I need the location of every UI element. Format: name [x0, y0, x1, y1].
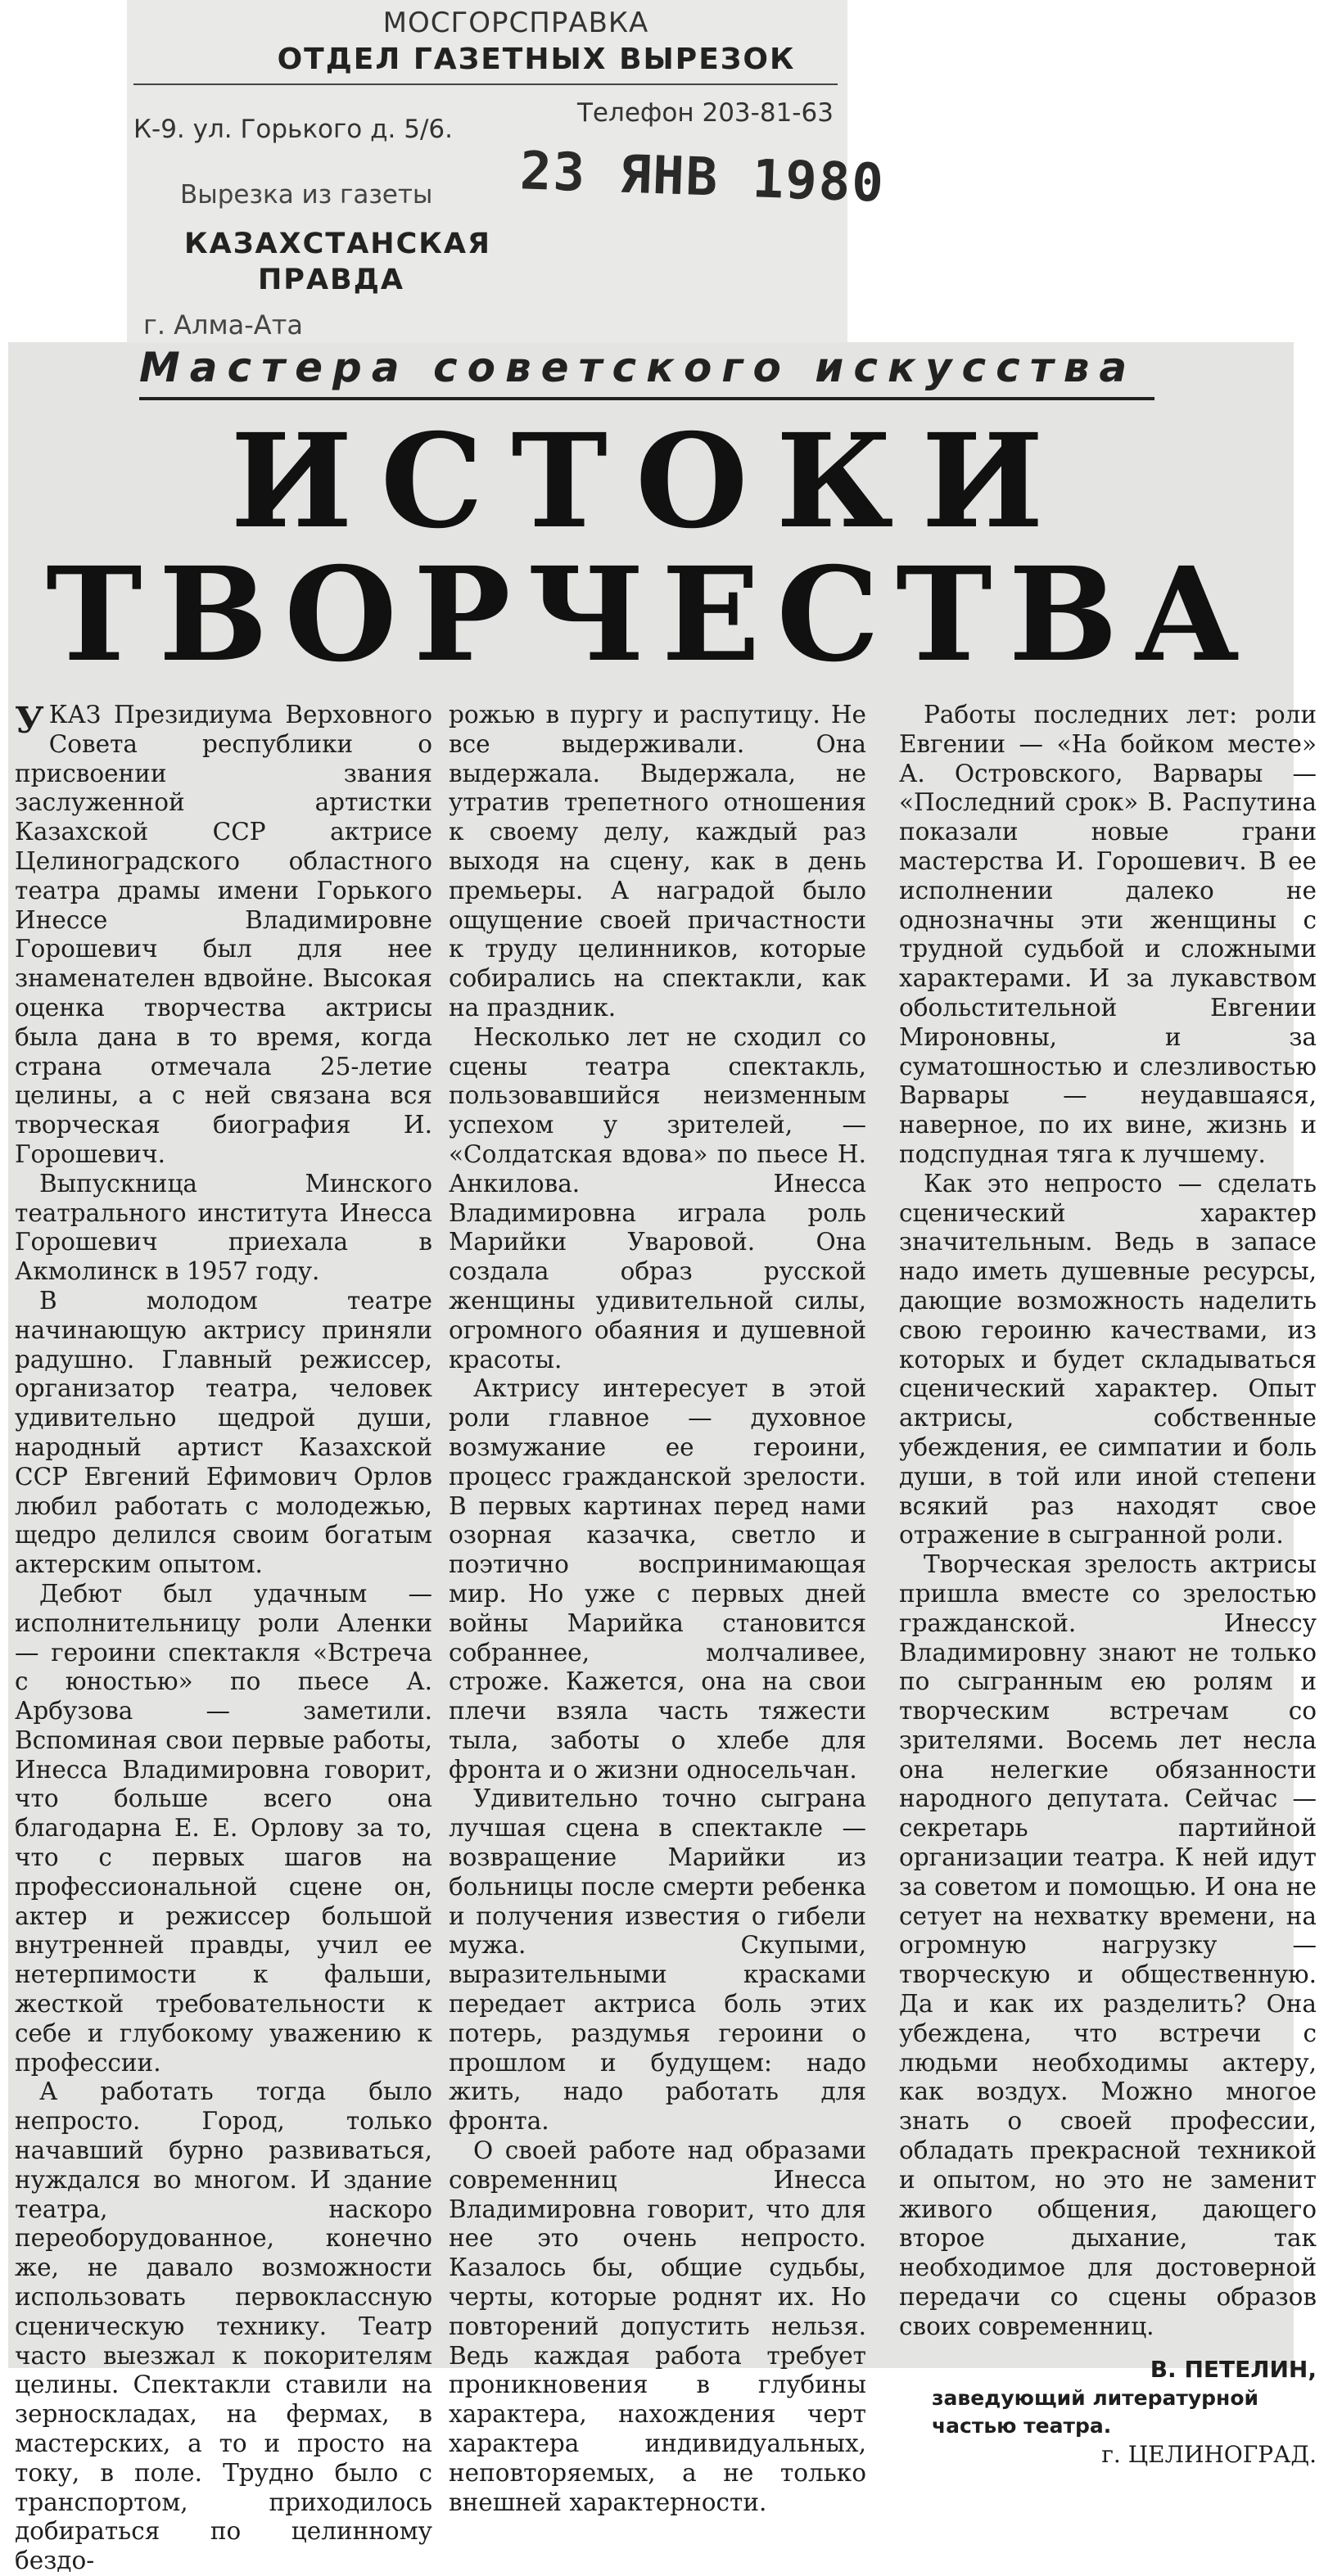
paragraph: О своей работе над образами современниц Инесса Владимировна говорит, что для нее это очень непросто. Казалось бы, общие судьбы, черты, которые роднят их. Но повторений допустить нельзя. Ведь каждая работа требует проникновения в глубины характера, нахождения черт характера индивидуальных, неповторяемых, а не только внешней характерности.	[449, 2136, 866, 2516]
newspaper-name	[184, 226, 491, 298]
article-column-3	[899, 701, 1317, 2469]
newspaper-name-line1: КАЗАХСТАНСКАЯ	[184, 228, 491, 260]
bureau-phone: Телефон 203-81-63	[577, 98, 834, 128]
paragraph: Работы последних лет: роли Евгении — «На бойком месте» А. Островского, Варвары — «Последний срок» В. Распутина показали новые грани мастерства И. Горошевич. В ее исполнении далеко не однозначны эти женщины с трудной судьбой и сложными характерами. И за лукавством обольстительной Евгении Мироновны, и за суматошностью и слезливостью Варвары — неудавшаяся, наверное, по их вине, жизнь и подспудная тяга к лучшему.	[899, 701, 1317, 1168]
paragraph: рожью в пургу и распутицу. Не все выдерживали. Она выдержала. Выдержала, не утратив трепетного отношения к своему делу, каждый раз выходя на сцену, как в день премьеры. А наградой было ощущение своей причастности к труду целинников, которые собирались на спектакли, как на праздник.	[449, 701, 866, 1022]
date-stamp: 23 ЯНВ 1980	[518, 141, 886, 214]
rubric-rule	[139, 397, 1154, 400]
newspaper-city: г. Алма-Ата	[143, 309, 303, 341]
paragraph-text: КАЗ Президиума Верховного Совета республики о присвоении звания заслуженной артистки Казахской ССР актрисе Целиноградского областного театра драмы имени Горького Инессе Владимировне Горошевич был для нее знаменателен вдвойне. Высокая оценка творчества актрисы была дана в то время, когда страна отмечала 25-летие целины, а с ней связана вся творческая биография И. Горошевич.	[15, 701, 432, 1168]
newspaper-name-line2: ПРАВДА	[258, 264, 404, 296]
paragraph: Удивительно точно сыграна лучшая сцена в спектакле — возвращение Марийки из больницы после смерти ребенка и получения известия о гибели мужа. Скупыми, выразительными красками передает актриса боль этих потерь, раздумья героини о прошлом и будущем: надо жить, надо работать для фронта.	[449, 1784, 866, 2136]
paragraph: Выпускница Минского театрального института Инесса Горошевич приехала в Акмолинск в 1957 году.	[15, 1169, 432, 1286]
bureau-name: МОСГОРСПРАВКА	[382, 7, 649, 39]
label-divider	[133, 83, 838, 85]
paragraph: В молодом театре начинающую актрису приняли радушно. Главный режиссер, организатор театра, человек удивительно щедрой души, народный артист Казахской ССР Евгений Ефимович Орлов любил работать с молодежью, щедро делился своим богатым актерским опытом.	[15, 1286, 432, 1579]
paragraph: А работать тогда было непросто. Город, только начавший бурно развиваться, нуждался во многом. И здание театра, наскоро переоборудованное, конечно же, не давало возможности использовать первоклассную сценическую технику. Театр часто выезжал к покорителям целины. Спектакли ставили на зерноскладах, на фермах, в мастерских, а то и просто на току, в поле. Трудно было с транспортом, приходилось добираться по целинному бездо-	[15, 2077, 432, 2575]
headline-line-1: ИСТОКИ	[230, 406, 1072, 557]
clipping-source-caption: Вырезка из газеты	[180, 180, 433, 210]
bureau-address: К-9. ул. Горького д. 5/6.	[133, 115, 453, 144]
bureau-department: ОТДЕЛ ГАЗЕТНЫХ ВЫРЕЗОК	[277, 43, 796, 76]
paragraph: Несколько лет не сходил со сцены театра спектакль, пользовавшийся неизменным успехом у зрителей, — «Солдатская вдова» по пьесе Н. Анкилова. Инесса Владимировна играла роль Марийки Уваровой. Она создала образ русской женщины удивительной силы, огромного обаяния и душевной красоты.	[449, 1022, 866, 1374]
rubric-title: Мастера советского искусства	[139, 344, 1137, 391]
paragraph: Творческая зрелость актрисы пришла вместе со зрелостью гражданской. Инессу Владимировну знают не только по сыгранным ею ролям и творческим встречам со зрителями. Восемь лет несла она нелегкие обязанности народного депутата. Сейчас — секретарь партийной организации театра. К ней идут за советом и помощью. И она не сетует на нехватку времени, на огромную нагрузку — творческую и общественную. Да и как их разделить? Она убеждена, что встречи с людьми необходимы актеру, как воздух. Можно многое знать о своей профессии, обладать прекрасной техникой и опытом, но это не заменит живого общения, дающего второе дыхание, так необходимое для достоверной передачи со сцены образов своих современниц.	[899, 1550, 1317, 2340]
newspaper-article	[8, 342, 1317, 2575]
clipping-bureau-label	[127, 0, 886, 345]
article-column-2	[449, 701, 866, 2517]
paragraph: Дебют был удачным — исполнительницу роли Аленки — героини спектакля «Встреча с юностью» по пьесе А. Арбузова — заметили. Вспоминая свои первые работы, Инесса Владимировна говорит, что больше всего она благодарна Е. Е. Орлову за то, что с первых шагов на профессиональной сцене он, актер и режиссер большой внутренней правды, учил ее нетерпимости к фальши, жесткой требовательности к себе и глубокому уважению к профессии.	[15, 1579, 432, 2077]
author-city: г. ЦЕЛИНОГРАД.	[1101, 2440, 1317, 2468]
article-column-1	[15, 701, 432, 2576]
paragraph: Актрису интересует в этой роли главное — духовное возмужание ее героини, процесс гражданской зрелости. В первых картинах перед нами озорная казачка, светло и поэтично воспринимающая мир. Но уже с первых дней войны Марийка становится собраннее, молчаливее, строже. Кажется, она на свои плечи взяла часть тяжести тыла, заботы о хлебе для фронта и о жизни односельчан.	[449, 1374, 866, 1784]
headline-line-2: ТВОРЧЕСТВА	[46, 539, 1256, 691]
drop-cap: У	[15, 700, 44, 742]
author-position: заведующий литературной частью театра.	[932, 2385, 1259, 2438]
paragraph: Как это непросто — сделать сценический характер значительным. Ведь в запасе надо иметь душевные ресурсы, дающие возможность наделить свою героиню качествами, из которых и будет складываться сценический характер. Опыт актрисы, собственные убеждения, ее симпатии и боль души, в той или иной степени всякий раз находят свое отражение в сыгранной роли.	[899, 1169, 1317, 1550]
paragraph	[15, 701, 432, 1170]
author-name: В. ПЕТЕЛИН,	[1150, 2355, 1317, 2383]
